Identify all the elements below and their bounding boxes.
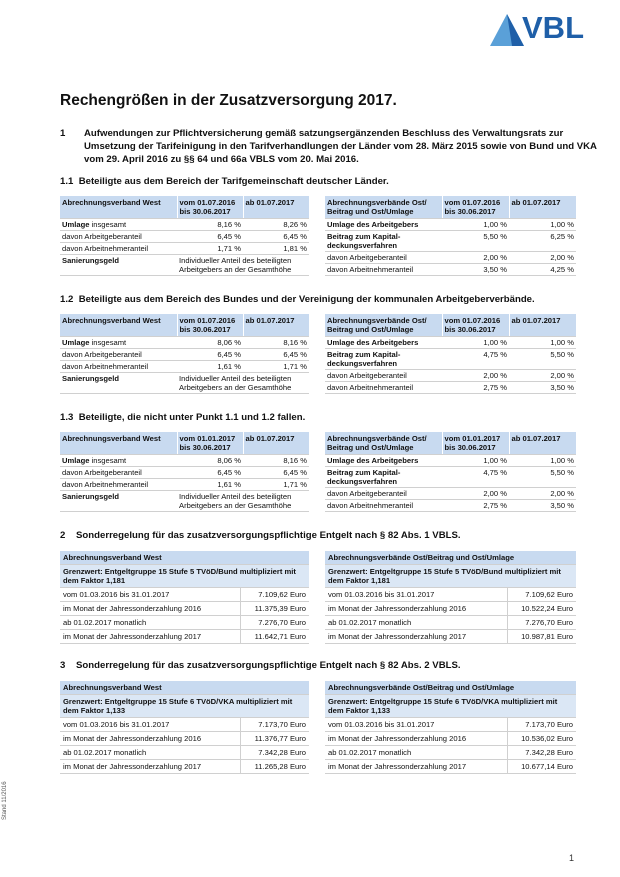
row-label: ab 01.02.2017 monatlich <box>60 616 240 630</box>
table-row <box>60 588 309 602</box>
table-row <box>60 732 309 746</box>
cell-value: 1,61 % <box>177 479 243 491</box>
table-row <box>325 718 576 732</box>
subsection-number: 1.3 <box>60 412 74 423</box>
cell-value: 6,45 % <box>177 349 243 361</box>
subsection-title: Beteiligte, die nicht unter Punkt 1.1 und 1.2 fallen. <box>78 412 306 423</box>
row-label-bold: Umlage <box>62 456 90 465</box>
table-row <box>325 630 576 644</box>
table-row <box>325 337 576 349</box>
section-number: 3 <box>60 660 66 671</box>
col-header: vom 01.07.2016 bis 30.06.2017 <box>442 196 509 219</box>
row-label: davon Arbeitnehmeranteil <box>325 500 442 512</box>
cell-value: 8,16 % <box>243 455 309 467</box>
cell-value: 1,00 % <box>509 337 576 349</box>
col-header: Abrechnungsverband West <box>60 196 177 219</box>
col-header: Abrechnungsverbände Ost/ Beitrag und Ost/Umlage <box>325 432 442 455</box>
table-row <box>325 616 576 630</box>
col-header: Abrechnungsverband West <box>60 432 177 455</box>
table-row <box>60 361 309 373</box>
row-label: davon Arbeitgeberanteil <box>60 467 177 479</box>
cell-value: 11.375,39 Euro <box>240 602 309 616</box>
row-label-bold: Umlage <box>62 338 90 347</box>
cell-value: 2,00 % <box>442 370 509 382</box>
cell-value: 2,00 % <box>509 488 576 500</box>
cell-value: 6,45 % <box>243 467 309 479</box>
cell-value: 2,75 % <box>442 382 509 394</box>
cell-value: 6,25 % <box>509 231 576 252</box>
row-label: Beitrag zum Kapital-deckungsverfahren <box>325 231 442 252</box>
col-header: vom 01.01.2017 bis 30.06.2017 <box>442 432 509 455</box>
cell-value: 2,00 % <box>509 252 576 264</box>
table-row <box>325 746 576 760</box>
col-header: vom 01.07.2016 bis 30.06.2017 <box>177 314 243 337</box>
row-label: Beitrag zum Kapital-deckungsverfahren <box>325 467 442 488</box>
cell-value: 2,00 % <box>442 252 509 264</box>
row-label: Umlage des Arbeitgebers <box>325 455 442 467</box>
cell-value: 5,50 % <box>442 231 509 252</box>
cell-value: Individueller Anteil des beteiligten Arbeitgebers an der Gesamthöhe <box>177 255 309 276</box>
col-header: ab 01.07.2017 <box>243 196 309 219</box>
row-label: Umlage des Arbeitgebers <box>325 219 442 231</box>
cell-value: 1,00 % <box>442 337 509 349</box>
subsection-1-1-title <box>60 176 389 187</box>
cell-value: 10.522,24 Euro <box>507 602 576 616</box>
row-label: im Monat der Jahressonderzahlung 2017 <box>325 760 507 774</box>
cell-value: 1,71 % <box>243 479 309 491</box>
cell-value: 6,45 % <box>243 231 309 243</box>
cell-value: 7.342,28 Euro <box>507 746 576 760</box>
col-header: Abrechnungsverbände Ost/ Beitrag und Ost/Umlage <box>325 196 442 219</box>
row-label: im Monat der Jahressonderzahlung 2017 <box>60 630 240 644</box>
cell-value: 6,45 % <box>243 349 309 361</box>
table-1-1-west <box>60 196 309 276</box>
col-header: vom 01.07.2016 bis 30.06.2017 <box>442 314 509 337</box>
table-header: Abrechnungsverbände Ost/Beitrag und Ost/Umlage <box>325 551 576 565</box>
cell-value: 3,50 % <box>509 500 576 512</box>
section-3-title <box>60 660 461 671</box>
cell-value: 1,00 % <box>509 455 576 467</box>
table-1-2-west <box>60 314 309 394</box>
section-number: 1 <box>60 128 66 139</box>
row-label: vom 01.03.2016 bis 31.01.2017 <box>60 718 240 732</box>
row-label: insgesamt <box>89 338 127 347</box>
cell-value: 8,16 % <box>243 337 309 349</box>
row-label: vom 01.03.2016 bis 31.01.2017 <box>60 588 240 602</box>
subsection-1-2-title <box>60 294 535 305</box>
table-row <box>60 630 309 644</box>
row-label: davon Arbeitnehmeranteil <box>60 361 177 373</box>
section-text: Aufwendungen zur Pflichtversicherung gemäß satzungsergänzenden Beschluss des Verwaltungsrats zur Umsetzung der Tarifeinigung in den Tarifverhandlungen der Länder vom 28. März 2015 sowie von Bund und VKA vom 29. April 2016 zu §§ 64 und 66a VBLS vom 20. Mai 2016. <box>84 128 597 165</box>
table-row <box>325 264 576 276</box>
cell-value: 1,61 % <box>177 361 243 373</box>
table-row <box>325 602 576 616</box>
cell-value: 11.642,71 Euro <box>240 630 309 644</box>
cell-value: 8,16 % <box>177 219 243 231</box>
row-label: im Monat der Jahressonderzahlung 2017 <box>60 760 240 774</box>
col-header: ab 01.07.2017 <box>243 314 309 337</box>
subsection-title: Beteiligte aus dem Bereich des Bundes und der Vereinigung der kommunalen Arbeitgeberverbände. <box>78 294 535 305</box>
cell-value: 5,50 % <box>509 349 576 370</box>
cell-value: 7.173,70 Euro <box>507 718 576 732</box>
row-label-bold: Umlage <box>62 220 90 229</box>
table-subheader: Grenzwert: Entgeltgruppe 15 Stufe 6 TVöD/VKA multipliziert mit dem Faktor 1,133 <box>325 695 576 718</box>
row-label: davon Arbeitgeberanteil <box>325 370 442 382</box>
table-row <box>325 760 576 774</box>
cell-value: 7.276,70 Euro <box>507 616 576 630</box>
cell-value: 10.987,81 Euro <box>507 630 576 644</box>
cell-value: Individueller Anteil des beteiligten Arbeitgebers an der Gesamthöhe <box>177 491 309 512</box>
section-2-title <box>60 530 461 541</box>
cell-value: 7.173,70 Euro <box>240 718 309 732</box>
row-label: im Monat der Jahressonderzahlung 2017 <box>325 630 507 644</box>
table-row <box>325 467 576 488</box>
cell-value: 10.677,14 Euro <box>507 760 576 774</box>
table-row <box>60 349 309 361</box>
table-2-west <box>60 551 309 644</box>
row-label: davon Arbeitgeberanteil <box>60 231 177 243</box>
table-1-2-ost <box>325 314 576 394</box>
row-label: davon Arbeitnehmeranteil <box>60 243 177 255</box>
col-header: Abrechnungsverbände Ost/ Beitrag und Ost/Umlage <box>325 314 442 337</box>
table-subheader: Grenzwert: Entgeltgruppe 15 Stufe 5 TVöD/Bund multipliziert mit dem Faktor 1,181 <box>325 565 576 588</box>
table-row <box>60 467 309 479</box>
table-3-west <box>60 681 309 774</box>
table-row <box>60 455 309 467</box>
col-header: vom 01.07.2016 bis 30.06.2017 <box>177 196 243 219</box>
section-number: 2 <box>60 530 66 541</box>
row-label: ab 01.02.2017 monatlich <box>325 616 507 630</box>
table-row <box>325 500 576 512</box>
cell-value: 1,00 % <box>509 219 576 231</box>
table-1-3-ost <box>325 432 576 512</box>
table-row <box>60 337 309 349</box>
col-header: ab 01.07.2017 <box>243 432 309 455</box>
table-1-1-ost <box>325 196 576 276</box>
subsection-number: 1.2 <box>60 294 74 305</box>
cell-value: 7.109,62 Euro <box>240 588 309 602</box>
col-header: ab 01.07.2017 <box>509 196 576 219</box>
subsection-title: Beteiligte aus dem Bereich der Tarifgemeinschaft deutscher Länder. <box>78 176 389 187</box>
cell-value: 6,45 % <box>177 231 243 243</box>
logo-text: VBL <box>522 10 584 45</box>
cell-value: 10.536,02 Euro <box>507 732 576 746</box>
cell-value: 3,50 % <box>509 382 576 394</box>
cell-value: 3,50 % <box>442 264 509 276</box>
cell-value: 4,75 % <box>442 467 509 488</box>
table-row <box>60 373 309 394</box>
row-label: vom 01.03.2016 bis 31.01.2017 <box>325 718 507 732</box>
cell-value: 11.265,28 Euro <box>240 760 309 774</box>
cell-value: 7.276,70 Euro <box>240 616 309 630</box>
row-label: im Monat der Jahressonderzahlung 2016 <box>325 732 507 746</box>
row-label: insgesamt <box>89 220 127 229</box>
col-header: ab 01.07.2017 <box>509 432 576 455</box>
cell-value: 1,71 % <box>243 361 309 373</box>
page-number: 1 <box>569 853 575 863</box>
table-row <box>60 760 309 774</box>
table-header: Abrechnungsverbände Ost/Beitrag und Ost/Umlage <box>325 681 576 695</box>
logo-triangle-icon <box>490 14 524 46</box>
vbl-logo <box>490 10 605 46</box>
table-row <box>60 479 309 491</box>
table-header: Abrechnungsverband West <box>60 551 309 565</box>
cell-value: 7.109,62 Euro <box>507 588 576 602</box>
table-subheader: Grenzwert: Entgeltgruppe 15 Stufe 5 TVöD/Bund multipliziert mit dem Faktor 1,181 <box>60 565 309 588</box>
row-label: vom 01.03.2016 bis 31.01.2017 <box>325 588 507 602</box>
cell-value: 6,45 % <box>177 467 243 479</box>
cell-value: 7.342,28 Euro <box>240 746 309 760</box>
table-2-ost <box>325 551 576 644</box>
row-label: davon Arbeitgeberanteil <box>325 488 442 500</box>
row-label: im Monat der Jahressonderzahlung 2016 <box>60 732 240 746</box>
section-title: Sonderregelung für das zusatzversorgungspflichtige Entgelt nach § 82 Abs. 1 VBLS. <box>76 530 461 541</box>
table-row <box>60 616 309 630</box>
table-row <box>325 252 576 264</box>
cell-value: Individueller Anteil des beteiligten Arbeitgebers an der Gesamthöhe <box>177 373 309 394</box>
cell-value: 1,81 % <box>243 243 309 255</box>
col-header: vom 01.01.2017 bis 30.06.2017 <box>177 432 243 455</box>
table-row <box>325 488 576 500</box>
cell-value: 1,71 % <box>177 243 243 255</box>
table-subheader: Grenzwert: Entgeltgruppe 15 Stufe 6 TVöD/VKA multipliziert mit dem Faktor 1,133 <box>60 695 309 718</box>
cell-value: 11.376,77 Euro <box>240 732 309 746</box>
cell-value: 1,00 % <box>442 219 509 231</box>
row-label: im Monat der Jahressonderzahlung 2016 <box>60 602 240 616</box>
cell-value: 1,00 % <box>442 455 509 467</box>
stand-date: Stand 11/2016 <box>2 781 8 820</box>
table-row <box>325 370 576 382</box>
row-label: insgesamt <box>89 456 127 465</box>
table-row <box>60 243 309 255</box>
table-row <box>60 491 309 512</box>
row-label: im Monat der Jahressonderzahlung 2016 <box>325 602 507 616</box>
page-title: Rechengrößen in der Zusatzversorgung 2017. <box>60 92 397 109</box>
table-row <box>60 718 309 732</box>
table-header: Abrechnungsverband West <box>60 681 309 695</box>
cell-value: 2,00 % <box>442 488 509 500</box>
row-label: ab 01.02.2017 monatlich <box>60 746 240 760</box>
cell-value: 2,75 % <box>442 500 509 512</box>
row-label: davon Arbeitgeberanteil <box>325 252 442 264</box>
row-label: Sanierungsgeld <box>60 491 177 512</box>
row-label: davon Arbeitnehmeranteil <box>325 382 442 394</box>
col-header: Abrechnungsverband West <box>60 314 177 337</box>
cell-value: 8,06 % <box>177 455 243 467</box>
table-row <box>60 746 309 760</box>
row-label: davon Arbeitgeberanteil <box>60 349 177 361</box>
row-label: Sanierungsgeld <box>60 255 177 276</box>
table-row <box>60 231 309 243</box>
table-row <box>325 588 576 602</box>
row-label: Sanierungsgeld <box>60 373 177 394</box>
cell-value: 8,26 % <box>243 219 309 231</box>
table-row <box>325 349 576 370</box>
table-row <box>325 231 576 252</box>
row-label: ab 01.02.2017 monatlich <box>325 746 507 760</box>
table-row <box>325 382 576 394</box>
table-row <box>60 255 309 276</box>
row-label: davon Arbeitnehmeranteil <box>60 479 177 491</box>
cell-value: 4,25 % <box>509 264 576 276</box>
table-row <box>325 219 576 231</box>
cell-value: 4,75 % <box>442 349 509 370</box>
table-3-ost <box>325 681 576 774</box>
table-row <box>325 455 576 467</box>
cell-value: 5,50 % <box>509 467 576 488</box>
table-row <box>60 219 309 231</box>
row-label: davon Arbeitnehmeranteil <box>325 264 442 276</box>
row-label: Beitrag zum Kapital-deckungsverfahren <box>325 349 442 370</box>
row-label: Umlage des Arbeitgebers <box>325 337 442 349</box>
table-1-3-west <box>60 432 309 512</box>
cell-value: 8,06 % <box>177 337 243 349</box>
table-row <box>325 732 576 746</box>
subsection-1-3-title <box>60 412 305 423</box>
section-title: Sonderregelung für das zusatzversorgungspflichtige Entgelt nach § 82 Abs. 2 VBLS. <box>76 660 461 671</box>
subsection-number: 1.1 <box>60 176 74 187</box>
cell-value: 2,00 % <box>509 370 576 382</box>
col-header: ab 01.07.2017 <box>509 314 576 337</box>
table-row <box>60 602 309 616</box>
